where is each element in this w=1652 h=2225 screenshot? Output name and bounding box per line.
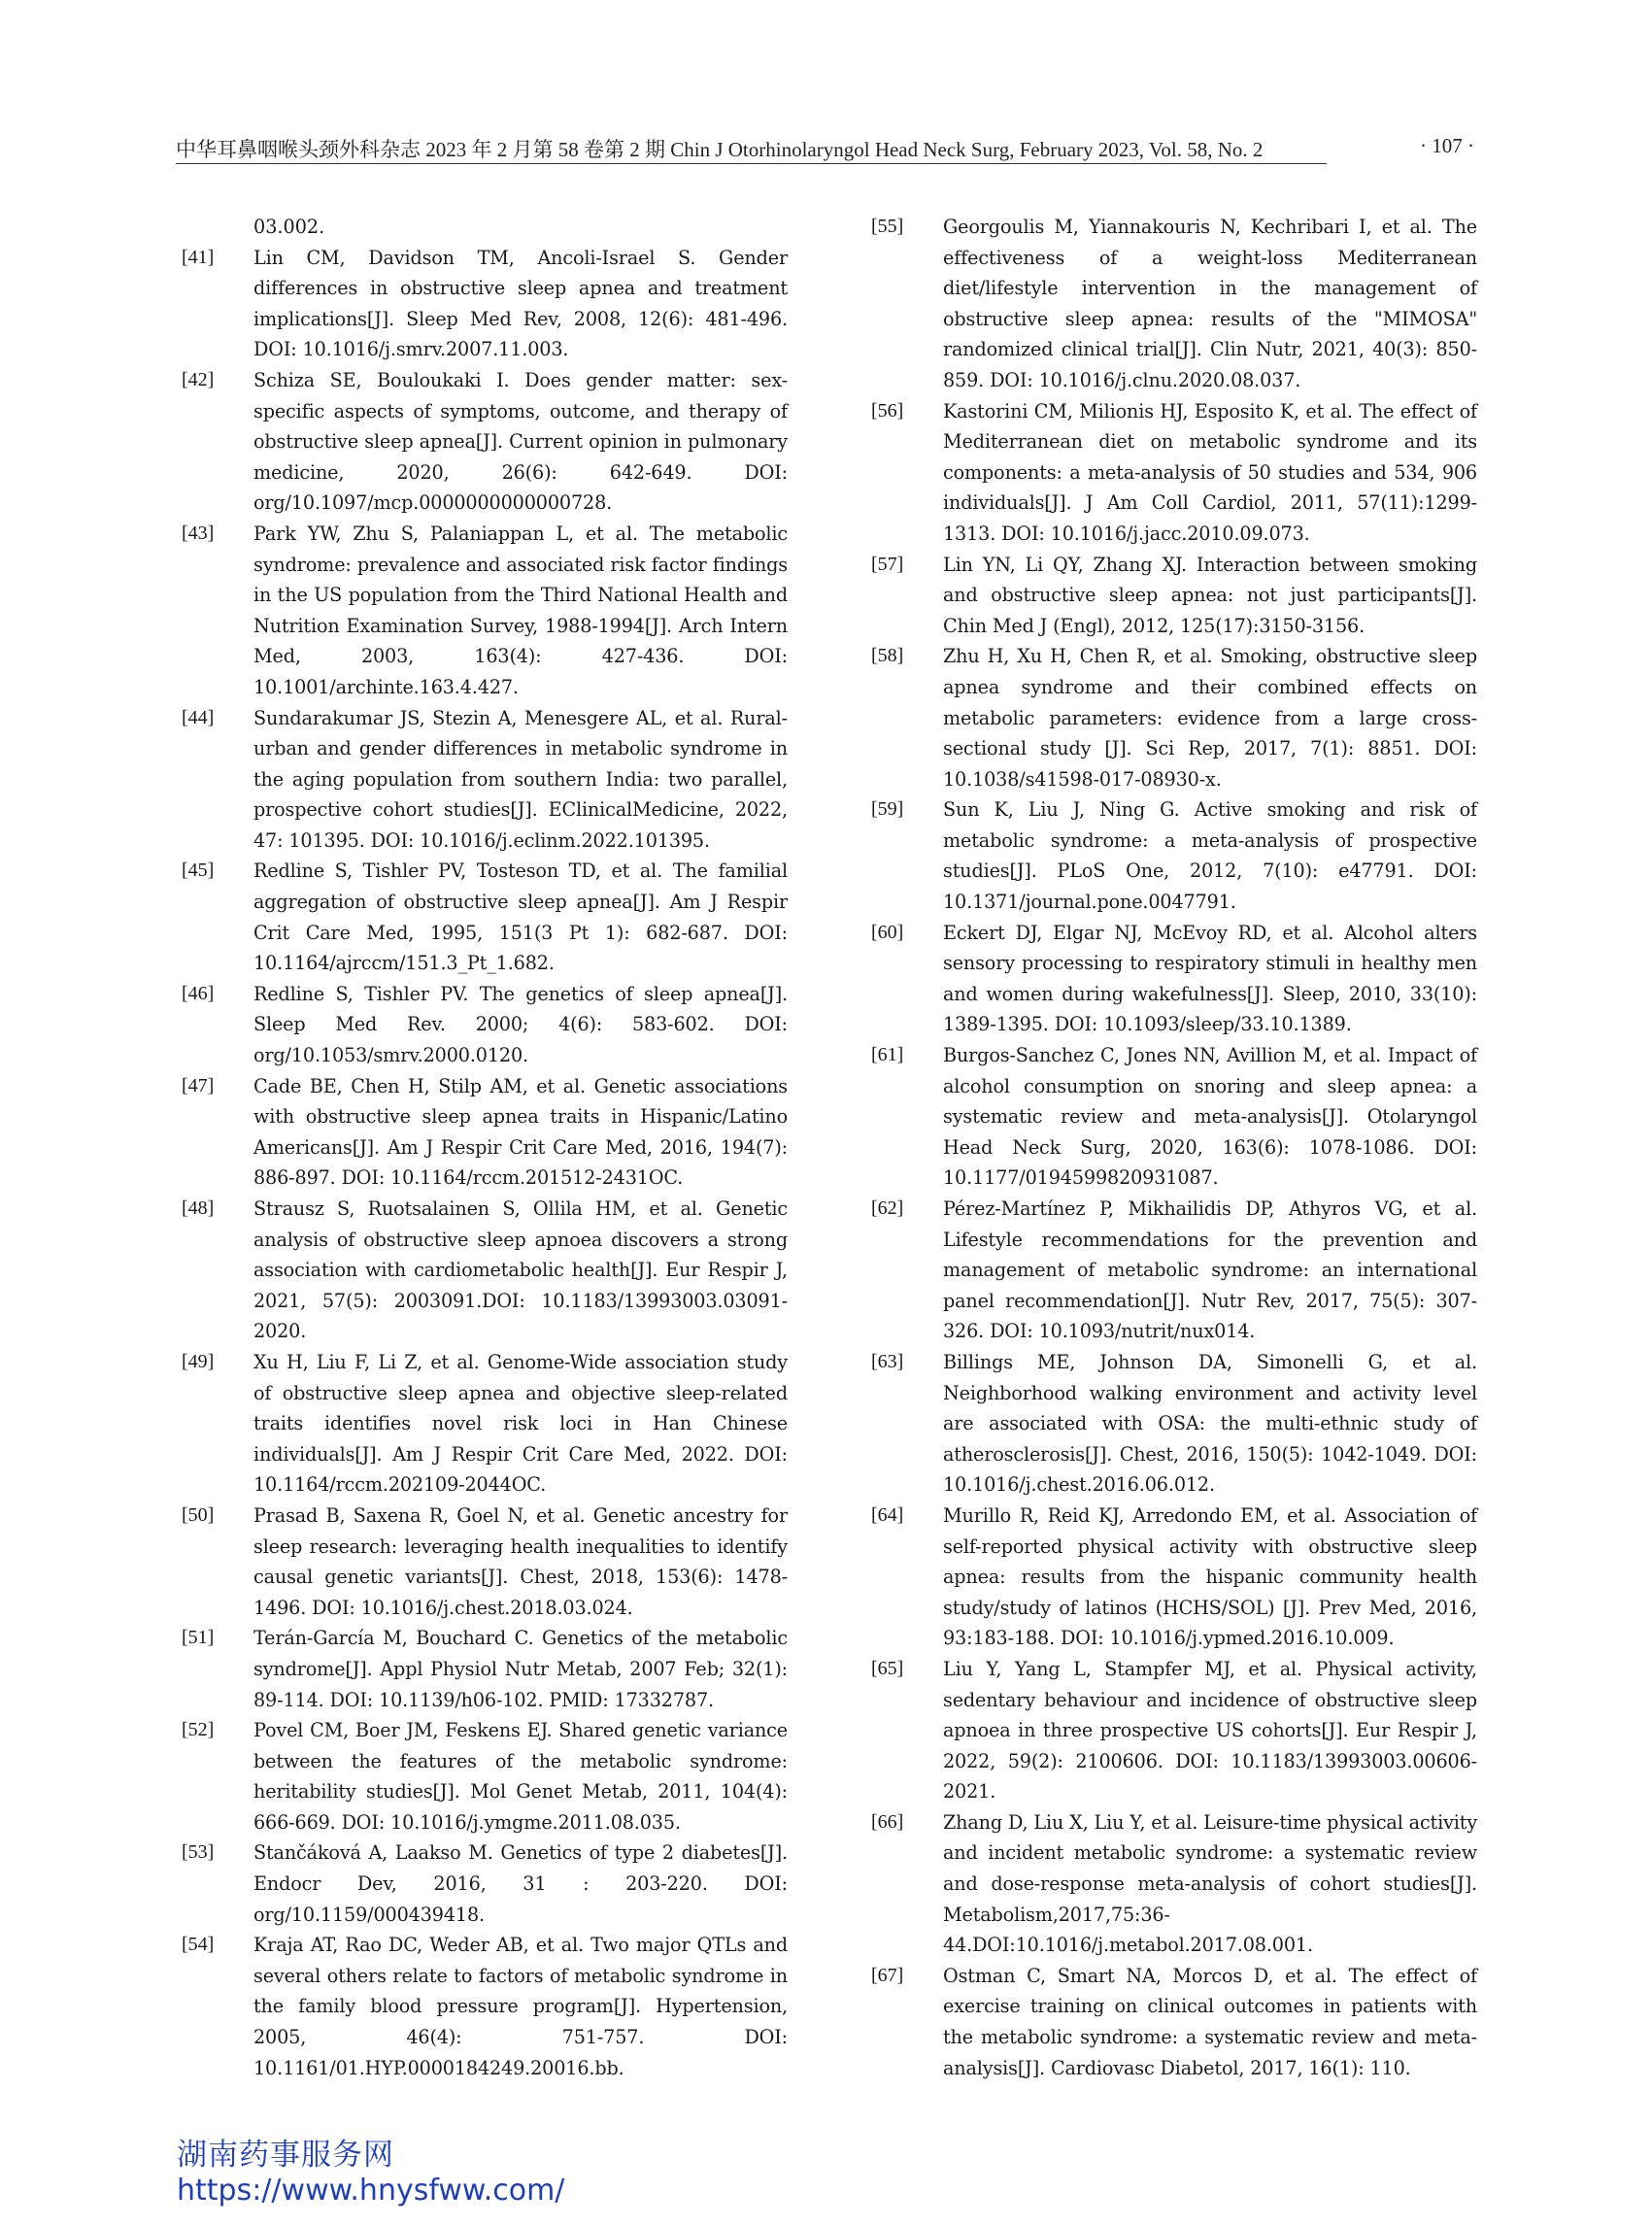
reference-number: [65] [871,1657,904,1679]
left-column [182,212,788,2083]
reference-item [182,703,788,857]
reference-item [182,1347,788,1500]
reference-text: Sun K, Liu J, Ning G. Active smoking and risk of metabolic syndrome: a meta-analysis of prospective studies[J]. PLoS One, 2012, 7(10): e47791. DOI: 10.1371/journal.pone.0047791. [943,798,1477,914]
reference-number: [45] [182,860,215,882]
reference-item [182,979,788,1071]
reference-item [871,1194,1477,1347]
reference-text: Ostman C, Smart NA, Morcos D, et al. The effect of exercise training on clinical outcomes in patients with the metabolic syndrome: a systematic review and meta-analysis[J]. Cardiovasc Diabetol, 2017, 16(1): 110. [943,1964,1477,2079]
reference-number: [46] [182,982,215,1004]
reference-text: Sundarakumar JS, Stezin A, Menesgere AL, et al. Rural-urban and gender differences in metabolic syndrome in the aging population from southern India: two parallel, prospective cohort studies[J]. EClinicalMedicine, 2022, 47: 101395. DOI: 10.1016/j.eclinm.2022.101395. [253,706,788,852]
reference-number: [57] [871,553,904,575]
reference-text: Redline S, Tishler PV, Tosteson TD, et al. The familial aggregation of obstructive sleep apnea[J]. Am J Respir Crit Care Med, 1995, 151(3 Pt 1): 682-687. DOI: 10.1164/ajrccm/151.3_Pt_1.682. [253,860,788,975]
reference-number: [59] [871,798,904,821]
reference-number: [53] [182,1841,215,1864]
reference-text: Kraja AT, Rao DC, Weder AB, et al. Two major QTLs and several others relate to factors of metabolic syndrome in the family blood pressure program[J]. Hypertension, 2005, 46(4): 751-757. DOI: 10.1161/01.HYP.0000184249.20016.bb. [253,1934,788,2079]
reference-item [182,856,788,978]
reference-number: [64] [871,1503,904,1526]
reference-item [182,519,788,703]
reference-number: [49] [182,1350,215,1372]
journal-title: 中华耳鼻咽喉头颈外科杂志 2023 年 2 月第 58 卷第 2 期 Chin J Otorhinolaryngol Head Neck Surg, February 2023, Vol. 58, No. 2 [176,134,1327,164]
reference-item [182,1500,788,1623]
reference-item [871,1500,1477,1654]
reference-item [871,1807,1477,1961]
reference-text: Prasad B, Saxena R, Goel N, et al. Genetic ancestry for sleep research: leveraging health inequalities to identify causal genetic variants[J]. Chest, 2018, 153(6): 1478-1496. DOI: 10.1016/j.chest.2018.03.024. [253,1503,788,1619]
reference-item [182,365,788,519]
reference-item [871,396,1477,550]
reference-text: Kastorini CM, Milionis HJ, Esposito K, et al. The effect of Mediterranean diet on metabolic syndrome and its components: a meta-analysis of 50 studies and 534, 906 individuals[J]. J Am Coll Cardiol, 2011, 57(11):1299-1313. DOI: 10.1016/j.jacc.2010.09.073. [943,399,1477,545]
reference-item [182,1071,788,1194]
reference-number: [62] [871,1197,904,1219]
reference-item [871,550,1477,642]
reference-item [871,918,1477,1040]
reference-item [871,641,1477,794]
reference-item [182,1623,788,1715]
reference-item [871,1961,1477,2083]
reference-text: Billings ME, Johnson DA, Simonelli G, et al. Neighborhood walking environment and activity level are associated with OSA: the multi-ethnic study of atherosclerosis[J]. Chest, 2016, 150(5): 1042-1049. DOI: 10.1016/j.chest.2016.06.012. [943,1350,1477,1497]
reference-text: Redline S, Tishler PV. The genetics of sleep apnea[J]. Sleep Med Rev. 2000; 4(6): 583-602. DOI: org/10.1053/smrv.2000.0120. [253,982,788,1067]
reference-text: Lin CM, Davidson TM, Ancoli-Israel S. Gender differences in obstructive sleep apnea and treatment implications[J]. Sleep Med Rev, 2008, 12(6): 481-496. DOI: 10.1016/j.smrv.2007.11.003. [253,246,788,361]
reference-number: [51] [182,1627,215,1649]
reference-item [182,1930,788,2083]
reference-text: Zhu H, Xu H, Chen R, et al. Smoking, obstructive sleep apnea syndrome and their combined effects on metabolic parameters: evidence from a large cross-sectional study [J]. Sci Rep, 2017, 7(1): 8851. DOI: 10.1038/s41598-017-08930-x. [943,645,1477,791]
reference-text: Lin YN, Li QY, Zhang XJ. Interaction between smoking and obstructive sleep apnea: not just participants[J]. Chin Med J (Engl), 2012, 125(17):3150-3156. [943,553,1477,637]
reference-number: [66] [871,1810,904,1833]
reference-item [871,1654,1477,1807]
reference-text: Schiza SE, Bouloukaki I. Does gender matter: sex-specific aspects of symptoms, outcome, and therapy of obstructive sleep apnea[J]. Current opinion in pulmonary medicine, 2020, 26(6): 642-649. DOI: org/10.1097/mcp.0000000000000728. [253,368,788,515]
reference-text: Georgoulis M, Yiannakouris N, Kechribari I, et al. The effectiveness of a weight-loss Mediterranean diet/lifestyle intervention in the management of obstructive sleep apnea: results of the "MIMOSA" randomized clinical trial[J]. Clin Nutr, 2021, 40(3): 850-859. DOI: 10.1016/j.clnu.2020.08.037. [943,216,1477,391]
reference-text: Zhang D, Liu X, Liu Y, et al. Leisure-time physical activity and incident metabolic syndrome: a systematic review and dose-response meta-analysis of cohort studies[J]. Metabolism,2017,75:36-44.DOI:10.1016/j.metabol.2017.08.001. [943,1810,1478,1957]
reference-item [182,1715,788,1837]
reference-item [182,243,788,365]
reference-text: Cade BE, Chen H, Stilp AM, et al. Genetic associations with obstructive sleep apnea traits in Hispanic/Latino Americans[J]. Am J Respir Crit Care Med, 2016, 194(7): 886-897. DOI: 10.1164/rccm.201512-2431OC. [253,1074,788,1190]
reference-number: [67] [871,1964,904,1986]
reference-text: Liu Y, Yang L, Stampfer MJ, et al. Physical activity, sedentary behaviour and incidence of obstructive sleep apnoea in three prospective US cohorts[J]. Eur Respir J, 2022, 59(2): 2100606. DOI: 10.1183/13993003.00606-2021. [943,1657,1477,1804]
watermark-url[interactable]: https://www.hnysfww.com/ [177,2174,565,2208]
reference-number: [54] [182,1934,215,1956]
reference-number: [41] [182,246,215,268]
reference-number: [44] [182,706,215,728]
reference-number: [60] [871,921,904,943]
reference-text: Pérez-Martínez P, Mikhailidis DP, Athyros VG, et al. Lifestyle recommendations for the prevention and management of metabolic syndrome: an international panel recommendation[J]. Nutr Rev, 2017, 75(5): 307-326. DOI: 10.1093/nutrit/nux014. [943,1197,1477,1343]
right-column [871,212,1477,2083]
reference-number: [47] [182,1074,215,1096]
reference-item [182,1194,788,1347]
reference-text: Strausz S, Ruotsalainen S, Ollila HM, et al. Genetic analysis of obstructive sleep apnoea discovers a strong association with cardiometabolic health[J]. Eur Respir J, 2021, 57(5): 2003091.DOI: 10.1183/13993003.03091-2020. [253,1197,788,1343]
reference-number: [50] [182,1503,215,1526]
reference-item [871,1040,1477,1194]
reference-number: [56] [871,399,904,421]
reference-continuation: 03.002. [253,216,325,238]
reference-text: Park YW, Zhu S, Palaniappan L, et al. The metabolic syndrome: prevalence and associated risk factor findings in the US population from the Third National Health and Nutrition Examination Survey, 1988-1994[J]. Arch Intern Med, 2003, 163(4): 427-436. DOI: 10.1001/archinte.163.4.427. [253,522,788,698]
watermark-name: 湖南药事服务网 [177,2138,394,2173]
reference-text: Burgos-Sanchez C, Jones NN, Avillion M, et al. Impact of alcohol consumption on snoring and sleep apnea: a systematic review and meta-analysis[J]. Otolaryngol Head Neck Surg, 2020, 163(6): 1078-1086. DOI: 10.1177/0194599820931087. [943,1044,1477,1190]
reference-item [871,212,1477,396]
reference-text: Murillo R, Reid KJ, Arredondo EM, et al. Association of self-reported physical activity with obstructive sleep apnea: results from the hispanic community health study/study of latinos (HCHS/SOL) [J]. Prev Med, 2016, 93:183-188. DOI: 10.1016/j.ypmed.2016.10.009. [943,1503,1477,1650]
reference-text: Povel CM, Boer JM, Feskens EJ. Shared genetic variance between the features of the metabolic syndrome: heritability studies[J]. Mol Genet Metab, 2011, 104(4): 666-669. DOI: 10.1016/j.ymgme.2011.08.035. [253,1719,788,1834]
reference-text: Xu H, Liu F, Li Z, et al. Genome-Wide association study of obstructive sleep apnea and objective sleep-related traits identifies novel risk loci in Han Chinese individuals[J]. Am J Respir Crit Care Med, 2022. DOI: 10.1164/rccm.202109-2044OC. [253,1350,788,1497]
reference-number: [42] [182,368,215,390]
reference-text: Eckert DJ, Elgar NJ, McEvoy RD, et al. Alcohol alters sensory processing to respiratory stimuli in healthy men and women during wakefulness[J]. Sleep, 2010, 33(10): 1389-1395. DOI: 10.1093/sleep/33.10.1389. [943,921,1477,1036]
reference-number: [55] [871,216,904,237]
reference-item [871,794,1477,917]
reference-number: [52] [182,1719,215,1741]
reference-text: Stančáková A, Laakso M. Genetics of type 2 diabetes[J]. Endocr Dev, 2016, 31 : 203-220. DOI: org/10.1159/000439418. [253,1841,788,1926]
reference-number: [61] [871,1044,904,1066]
reference-text: Terán-García M, Bouchard C. Genetics of the metabolic syndrome[J]. Appl Physiol Nutr Metab, 2007 Feb; 32(1): 89-114. DOI: 10.1139/h06-102. PMID: 17332787. [253,1627,788,1711]
reference-item [182,1837,788,1930]
reference-number: [43] [182,522,215,544]
reference-number: [58] [871,645,904,667]
reference-item [871,1347,1477,1500]
watermark [177,2137,564,2208]
page-number: · 107 · [1420,134,1474,157]
reference-number: [63] [871,1350,904,1372]
reference-number: [48] [182,1197,215,1219]
running-header [176,132,1474,167]
